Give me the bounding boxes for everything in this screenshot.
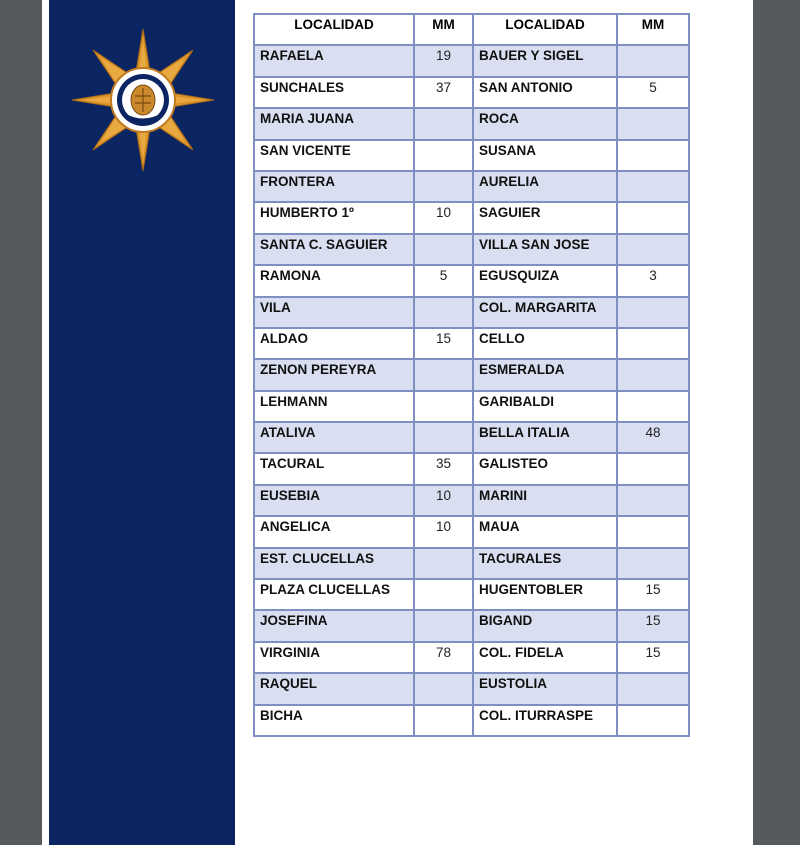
localidad-cell: ALDAO [254,328,414,359]
mm-cell [617,202,689,233]
localidad-cell: MARIA JUANA [254,108,414,139]
mm-cell [617,548,689,579]
mm-cell: 15 [617,610,689,641]
localidad-cell: BELLA ITALIA [473,422,617,453]
table-row [254,673,689,704]
mm-cell: 19 [414,45,473,76]
mm-cell: 10 [414,516,473,547]
table-row [254,140,689,171]
localidad-cell: LEHMANN [254,391,414,422]
localidad-cell: RAFAELA [254,45,414,76]
localidad-cell: SAGUIER [473,202,617,233]
localidad-cell: FRONTERA [254,171,414,202]
localidad-cell: VILA [254,297,414,328]
localidad-cell: ROCA [473,108,617,139]
localidad-cell: ANGELICA [254,516,414,547]
mm-cell [414,297,473,328]
table-row [254,579,689,610]
localidad-cell: HUMBERTO 1º [254,202,414,233]
header-mm-1: MM [414,14,473,45]
table-row [254,45,689,76]
localidad-cell: RAQUEL [254,673,414,704]
localidad-cell: PLAZA CLUCELLAS [254,579,414,610]
table-row [254,453,689,484]
mm-cell [617,45,689,76]
mm-cell [414,673,473,704]
mm-cell [617,234,689,265]
table-row [254,202,689,233]
mm-cell: 15 [617,579,689,610]
mm-cell [414,234,473,265]
table-row [254,610,689,641]
mm-cell: 10 [414,202,473,233]
header-localidad-2: LOCALIDAD [473,14,617,45]
mm-cell: 3 [617,265,689,296]
mm-cell [617,453,689,484]
localidad-cell: MARINI [473,485,617,516]
header-mm-2: MM [617,14,689,45]
mm-cell [414,422,473,453]
localidad-cell: AURELIA [473,171,617,202]
localidad-cell: SUNCHALES [254,77,414,108]
mm-cell [414,548,473,579]
mm-cell: 15 [414,328,473,359]
mm-cell [617,328,689,359]
localidad-cell: TACURALES [473,548,617,579]
mm-cell: 37 [414,77,473,108]
table-row [254,485,689,516]
localidad-cell: GARIBALDI [473,391,617,422]
localidad-cell: EUSEBIA [254,485,414,516]
mm-cell: 5 [414,265,473,296]
mm-cell: 78 [414,642,473,673]
localidad-cell: VILLA SAN JOSE [473,234,617,265]
mm-cell [414,171,473,202]
localidad-cell: EUSTOLIA [473,673,617,704]
mm-cell [617,391,689,422]
table-row [254,642,689,673]
localidad-cell: ATALIVA [254,422,414,453]
localidad-cell: BICHA [254,705,414,736]
mm-cell [414,140,473,171]
mm-cell: 15 [617,642,689,673]
table-row [254,297,689,328]
table-row [254,516,689,547]
police-star-badge-icon [70,27,216,173]
mm-cell [414,579,473,610]
mm-cell: 10 [414,485,473,516]
localidad-cell: CELLO [473,328,617,359]
table-row [254,391,689,422]
localidad-cell: JOSEFINA [254,610,414,641]
table-row [254,359,689,390]
table-row [254,171,689,202]
mm-cell [617,108,689,139]
table-row [254,77,689,108]
mm-cell [617,359,689,390]
table-row [254,705,689,736]
localidad-cell: EGUSQUIZA [473,265,617,296]
localidad-cell: SAN VICENTE [254,140,414,171]
mm-cell [414,610,473,641]
localidad-cell: SAN ANTONIO [473,77,617,108]
table-row [254,548,689,579]
localidad-cell: COL. FIDELA [473,642,617,673]
table-row [254,108,689,139]
mm-cell [617,140,689,171]
mm-cell [617,485,689,516]
table-row [254,328,689,359]
mm-cell [617,516,689,547]
mm-cell [414,705,473,736]
table-row [254,265,689,296]
mm-cell [617,673,689,704]
table-row [254,234,689,265]
localidad-cell: COL. ITURRASPE [473,705,617,736]
localidad-cell: TACURAL [254,453,414,484]
localidad-cell: SUSANA [473,140,617,171]
mm-cell: 5 [617,77,689,108]
localidad-cell: ZENON PEREYRA [254,359,414,390]
table-row [254,422,689,453]
mm-cell [617,297,689,328]
localidad-cell: SANTA C. SAGUIER [254,234,414,265]
localidad-cell: VIRGINIA [254,642,414,673]
mm-cell [414,391,473,422]
mm-cell [414,359,473,390]
localidad-cell: COL. MARGARITA [473,297,617,328]
localidad-cell: MAUA [473,516,617,547]
localidad-cell: BAUER Y SIGEL [473,45,617,76]
mm-cell: 48 [617,422,689,453]
header-localidad-1: LOCALIDAD [254,14,414,45]
mm-cell: 35 [414,453,473,484]
mm-cell [617,171,689,202]
localidad-cell: ESMERALDA [473,359,617,390]
localidad-cell: BIGAND [473,610,617,641]
mm-cell [414,108,473,139]
localidad-cell: GALISTEO [473,453,617,484]
localidad-cell: EST. CLUCELLAS [254,548,414,579]
localidad-cell: RAMONA [254,265,414,296]
rainfall-table [253,13,690,737]
localidad-cell: HUGENTOBLER [473,579,617,610]
table-header-row [254,14,689,45]
mm-cell [617,705,689,736]
